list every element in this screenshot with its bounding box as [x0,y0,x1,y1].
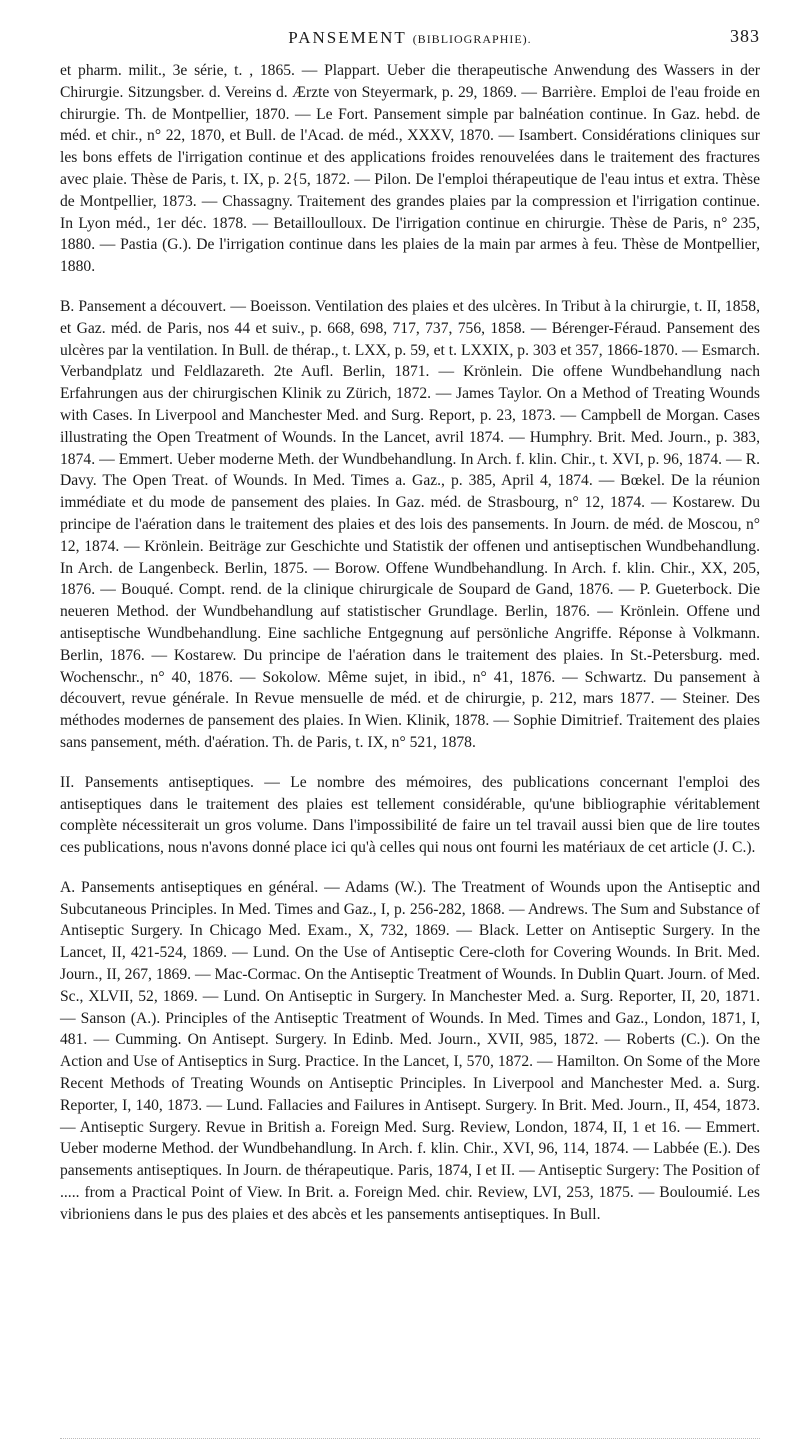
paragraph-section-b: B. Pansement a découvert. — Boeisson. Ventilation des plaies et des ulcères. In Tribut à la chirurgie, t. II, 1858, et Gaz. méd. de Paris, nos 44 et suiv., p. 668, 698, 717, 737, 756, 1858. — Bérenger-Féraud. Pansement des ulcères par la ventilation. In Bull. de thérap., t. LXX, p. 59, et t. LXXIX, p. 303 et 357, 1866-1870. — Esmarch. Verbandplatz und Feldlazareth. 2te Aufl. Berlin, 1871. — Krönlein. Die offene Wundbehandlung nach Erfahrungen aus der chirurgischen Klinik zu Zürich, 1872. — James Taylor. On a Method of Treating Wounds with Cases. In Liverpool and Manchester Med. and Surg. Report, p. 23, 1873. — Campbell de Morgan. Cases illustrating the Open Treatment of Wounds. In the Lancet, avril 1874. — Humphry. Brit. Med. Journ., p. 383, 1874. — Emmert. Ueber moderne Meth. der Wundbehandlung. In Arch. f. klin. Chir., t. XVI, p. 96, 1874. — R. Davy. The Open Treat. of Wounds. In Med. Times a. Gaz., p. 385, April 4, 1874. — Bœkel. De la réunion immédiate et du mode de pansement des plaies. In Gaz. méd. de Strasbourg, n° 12, 1874. — Kostarew. Du principe de l'aération dans le traitement des plaies et des lois des pansements. In Journ. de méd. de Moscou, n° 12, 1874. — Krönlein. Beiträge zur Geschichte und Statistik der offenen und antiseptischen Wundbehandlung. In Arch. de Langenbeck. Berlin, 1875. — Borow. Offene Wundbehandlung. In Arch. f. klin. Chir., XX, 205, 1876. — Bouqué. Compt. rend. de la clinique chirurgicale de Soupard de Gand, 1876. — P. Gueterbock. Die neueren Method. der Wundbehandlung auf statistischer Grundlage. Berlin, 1876. — Krönlein. Offene und antiseptische Wundbehandlung. Eine sachliche Entgegnung auf persönliche Angriffe. Réponse à Volkmann. Berlin, 1876. — Kostarew. Du principe de l'aération dans le traitement des plaies. In St.-Petersburg. med. Wochenschr., n° 40, 1876. — Sokolow. Même sujet, in ibid., n° 41, 1876. — Schwartz. Du pansement à découvert, revue générale. In Revue mensuelle de méd. et de chirurgie, p. 212, mars 1877. — Steiner. Des méthodes modernes de pansement des plaies. In Wien. Klinik, 1878. — Sophie Dimitrief. Traitement des plaies sans pansement, méth. d'aération. Th. de Paris, t. IX, n° 521, 1878. [60,297,760,751]
page-number: 383 [730,26,760,46]
paragraph-section-ii: II. Pansements antiseptiques. — Le nombre des mémoires, des publications concernant l'emploi des antiseptiques dans le traitement des plaies est tellement considérable, qu'une bibliographie véritablement complète nécessiterait un gros volume. Dans l'impossibilité de faire un tel travail aussi bien que de lire toutes ces publications, nous n'avons donné place ici qu'à celles qui nous ont fourni les matériaux de cet article (J. C.). [60,773,760,857]
footer-divider [60,1438,760,1439]
paragraph-continuation: et pharm. milit., 3e série, t. , 1865. — Plappart. Ueber die therapeutische Anwendung des Wassers in der Chirurgie. Sitzungsber. d. Vereins d. Ærzte von Steyermark, p. 29, 1869. — Barrière. Emploi de l'eau froide en chirurgie. Th. de Montpellier, 1870. — Le Fort. Pansement simple par balnéation continue. In Gaz. hebd. de méd. et chir., n° 22, 1870, et Bull. de l'Acad. de méd., XXXV, 1870. — Isambert. Considérations cliniques sur les bons effets de l'irrigation continue et des applications froides renouvelées dans le traitement des fractures avec plaie. Thèse de Paris, t. IX, p. 2{5, 1872. — Pilon. De l'emploi thérapeutique de l'eau intus et extra. Thèse de Montpellier, 1873. — Chassagny. Traitement des grandes plaies par la compression et l'irrigation continue. In Lyon méd., 1er déc. 1878. — Betailloulloux. De l'irrigation continue en chirurgie. Thèse de Paris, n° 235, 1880. — Pastia (G.). De l'irrigation continue dans les plaies de la main par armes à feu. Thèse de Montpellier, 1880. [60,62,760,276]
running-head-subtitle: (BIBLIOGRAPHIE). [412,32,532,46]
page [60,26,760,1226]
running-head [60,28,760,48]
paragraph-section-a: A. Pansements antiseptiques en général. — Adams (W.). The Treatment of Wounds upon the Antiseptic and Subcutaneous Principles. In Med. Times and Gaz., I, p. 256-282, 1868. — Andrews. The Sum and Substance of Antiseptic Surgery. In Chicago Med. Exam., X, 732, 1869. — Black. Letter on Antiseptic Surgery. In the Lancet, II, 421-524, 1869. — Lund. On the Use of Antiseptic Cere-cloth for Covering Wounds. In Brit. Med. Journ., II, 267, 1869. — Mac-Cormac. On the Antiseptic Treatment of Wounds. In Dublin Quart. Journ. of Med. Sc., XLVII, 52, 1869. — Lund. On Antiseptic in Surgery. In Manchester Med. a. Surg. Reporter, II, 20, 1871. — Sanson (A.). Principles of the Antiseptic Treatment of Wounds. In Med. Times and Gaz., London, 1871, I, 481. — Cumming. On Antisept. Surgery. In Edinb. Med. Journ., XVII, 985, 1872. — Roberts (C.). On the Action and Use of Antiseptics in Surg. Practice. In the Lancet, I, 570, 1872. — Hamilton. On Some of the More Recent Methods of Treating Wounds on Antiseptic Principles. In Liverpool and Manchester Med. a. Surg. Reporter, I, 140, 1873. — Lund. Fallacies and Failures in Antisept. Surgery. In Brit. Med. Journ., II, 454, 1873. — Antiseptic Surgery. Revue in British a. Foreign Med. Surg. Review, London, 1874, II, 1 et 16. — Emmert. Ueber moderne Method. der Wundbehandlung. In Arch. f. klin. Chir., XVI, 96, 114, 1874. — Labbée (E.). Des pansements antiseptiques. In Journ. de thérapeutique. Paris, 1874, I et II. — Antiseptic Surgery: The Position of ..... from a Practical Point of View. In Brit. a. Foreign Med. chir. Review, LVI, 253, 1875. — Bouloumié. Les vibrioniens dans le pus des plaies et des abcès et les pansements antiseptiques. In Bull. [60,878,760,1223]
running-head-title: PANSEMENT [288,28,407,47]
page-header [60,26,760,60]
